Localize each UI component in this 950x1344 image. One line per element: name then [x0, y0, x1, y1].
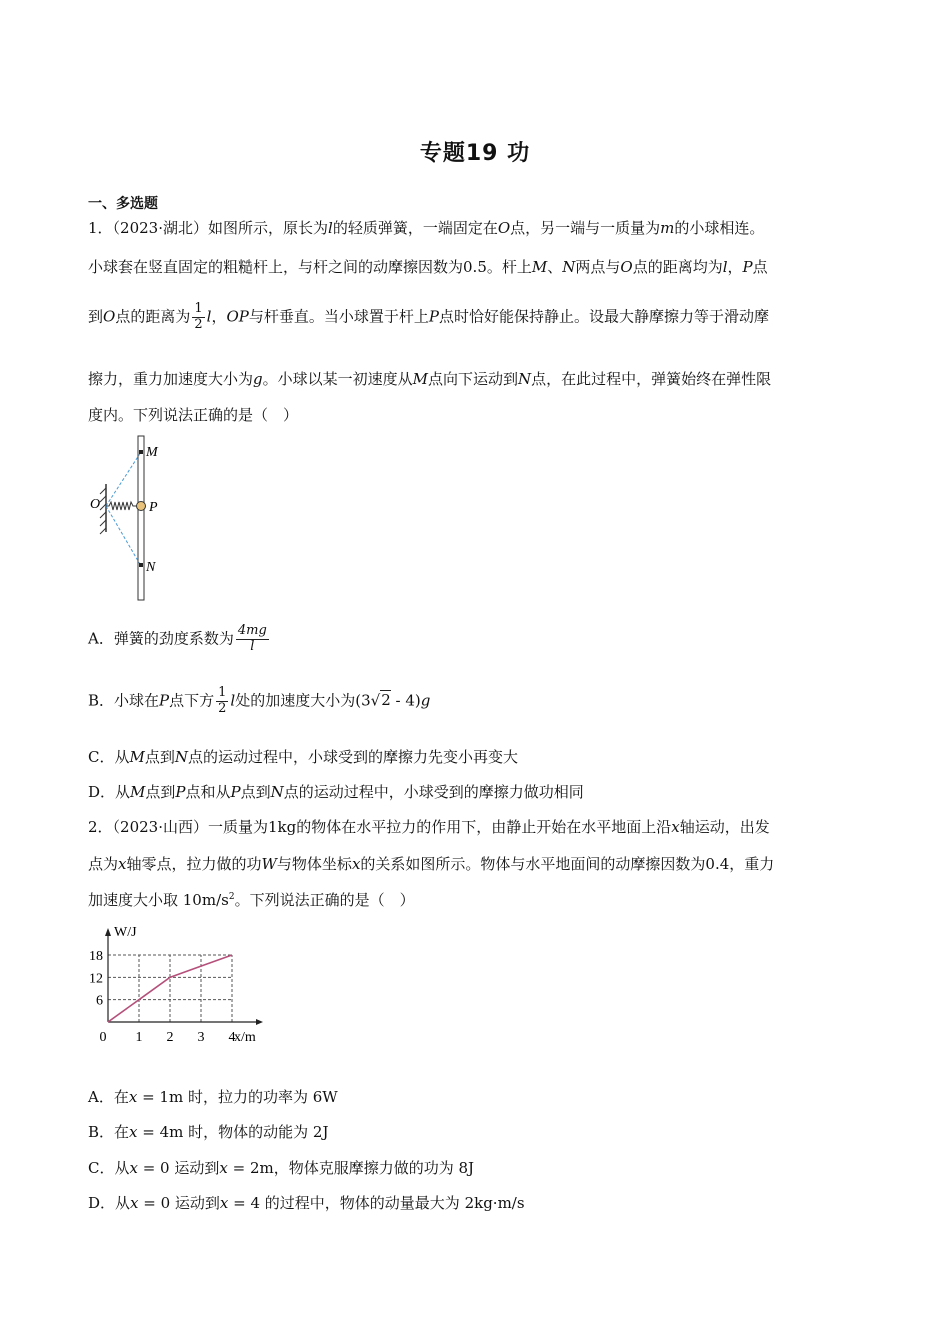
q2-option-b: B．在x = 4m 时，物体的动能为 2J: [88, 1123, 329, 1141]
q2-line-2: 点为x轴零点，拉力做的功W与物体坐标x的关系如图所示。物体与水平地面间的动摩擦因数为0.4，重力: [88, 855, 775, 873]
q1-line-5: 度内。下列说法正确的是（ ）: [88, 406, 299, 424]
q1-option-d: D．从M点到P点和从P点到N点的运动过程中，小球受到的摩擦力做功相同: [88, 783, 584, 801]
q1-option-b: B．小球在P点下方 $\frac{1}{2}$ l处的加速度大小为(3√2 - 4)g: [88, 685, 431, 716]
section-title: 一、多选题: [88, 196, 158, 212]
y-axis-arrow: [105, 928, 111, 936]
q2-line-3: 加速度大小取 $10m/s^2$。下列说法正确的是（ ）: [88, 891, 415, 909]
spring-rod-figure: [88, 432, 178, 604]
spring: [106, 502, 137, 510]
om-dashed-line: [106, 452, 141, 506]
chart-axes: [105, 928, 263, 1025]
x-axis-arrow: [256, 1019, 263, 1025]
x-tick-label-0: 0: [99, 1030, 107, 1045]
page-title: 专题19 功: [419, 141, 531, 166]
chart-ticks: [89, 949, 236, 1045]
q1-line-3: 到O点的距离为 $\frac{1}{2}$ l，OP与杆垂直。当小球置于杆上P点时恰好能保持静止。设最大静摩擦力等于滑动摩: [88, 301, 769, 332]
fraction: $\frac{4mg}{l}$: [237, 623, 267, 654]
label-m: M: [146, 445, 158, 460]
n-marker: [139, 563, 143, 567]
m-marker: [139, 450, 143, 454]
q2-option-d: D．从x = 0 运动到x = 4 的过程中，物体的动量最大为 2kg·m/s: [88, 1194, 525, 1212]
wall-hatching: [100, 488, 106, 534]
label-p: P: [149, 500, 158, 515]
fraction: $\frac{1}{2}$: [194, 301, 203, 332]
y-tick-label-6: 6: [96, 993, 103, 1009]
label-o: O: [90, 497, 101, 512]
y-tick-label-18: 18: [89, 949, 103, 964]
q2-line-1: 2．（2023·山西）一质量为1kg的物体在水平拉力的作用下，由静止开始在水平地面上沿x轴运动，出发: [88, 818, 770, 836]
x-axis-label: x/m: [234, 1030, 256, 1045]
fraction: $\frac{1}{2}$: [218, 685, 227, 716]
x-tick-label-3: 3: [197, 1030, 205, 1045]
rod: [138, 436, 144, 600]
q2-option-c: C．从x = 0 运动到x = 2m，物体克服摩擦力做的功为 8J: [88, 1159, 475, 1177]
on-dashed-line: [106, 506, 141, 566]
x-tick-label-1: 1: [135, 1030, 143, 1045]
ball: [137, 502, 146, 511]
label-n: N: [146, 560, 156, 575]
x-tick-label-4: 4: [228, 1030, 236, 1045]
q1-line-4: 擦力，重力加速度大小为g。小球以某一初速度从M点向下运动到N点，在此过程中，弹簧始终在弹性限: [88, 370, 772, 388]
y-tick-label-12: 12: [89, 971, 103, 987]
q1-line-1: 1．（2023·湖北）如图所示，原长为l的轻质弹簧，一端固定在O点，另一端与一质量为m的小球相连。: [88, 219, 765, 237]
x-tick-label-2: 2: [166, 1030, 174, 1045]
q2-option-a: A．在x = 1m 时，拉力的功率为 6W: [88, 1088, 338, 1106]
chart-grid: [108, 955, 232, 1022]
w-x-chart: [88, 922, 278, 1054]
q1-line-2: 小球套在竖直固定的粗糙杆上，与杆之间的动摩擦因数为0.5。杆上M、N两点与O点的距离均为l，P点: [88, 258, 768, 276]
q1-option-c: C．从M点到N点的运动过程中，小球受到的摩擦力先变小再变大: [88, 748, 518, 766]
y-axis-label: W/J: [114, 925, 137, 940]
q1-option-a: A．弹簧的劲度系数为 $\frac{4mg}{l}$: [88, 623, 267, 654]
